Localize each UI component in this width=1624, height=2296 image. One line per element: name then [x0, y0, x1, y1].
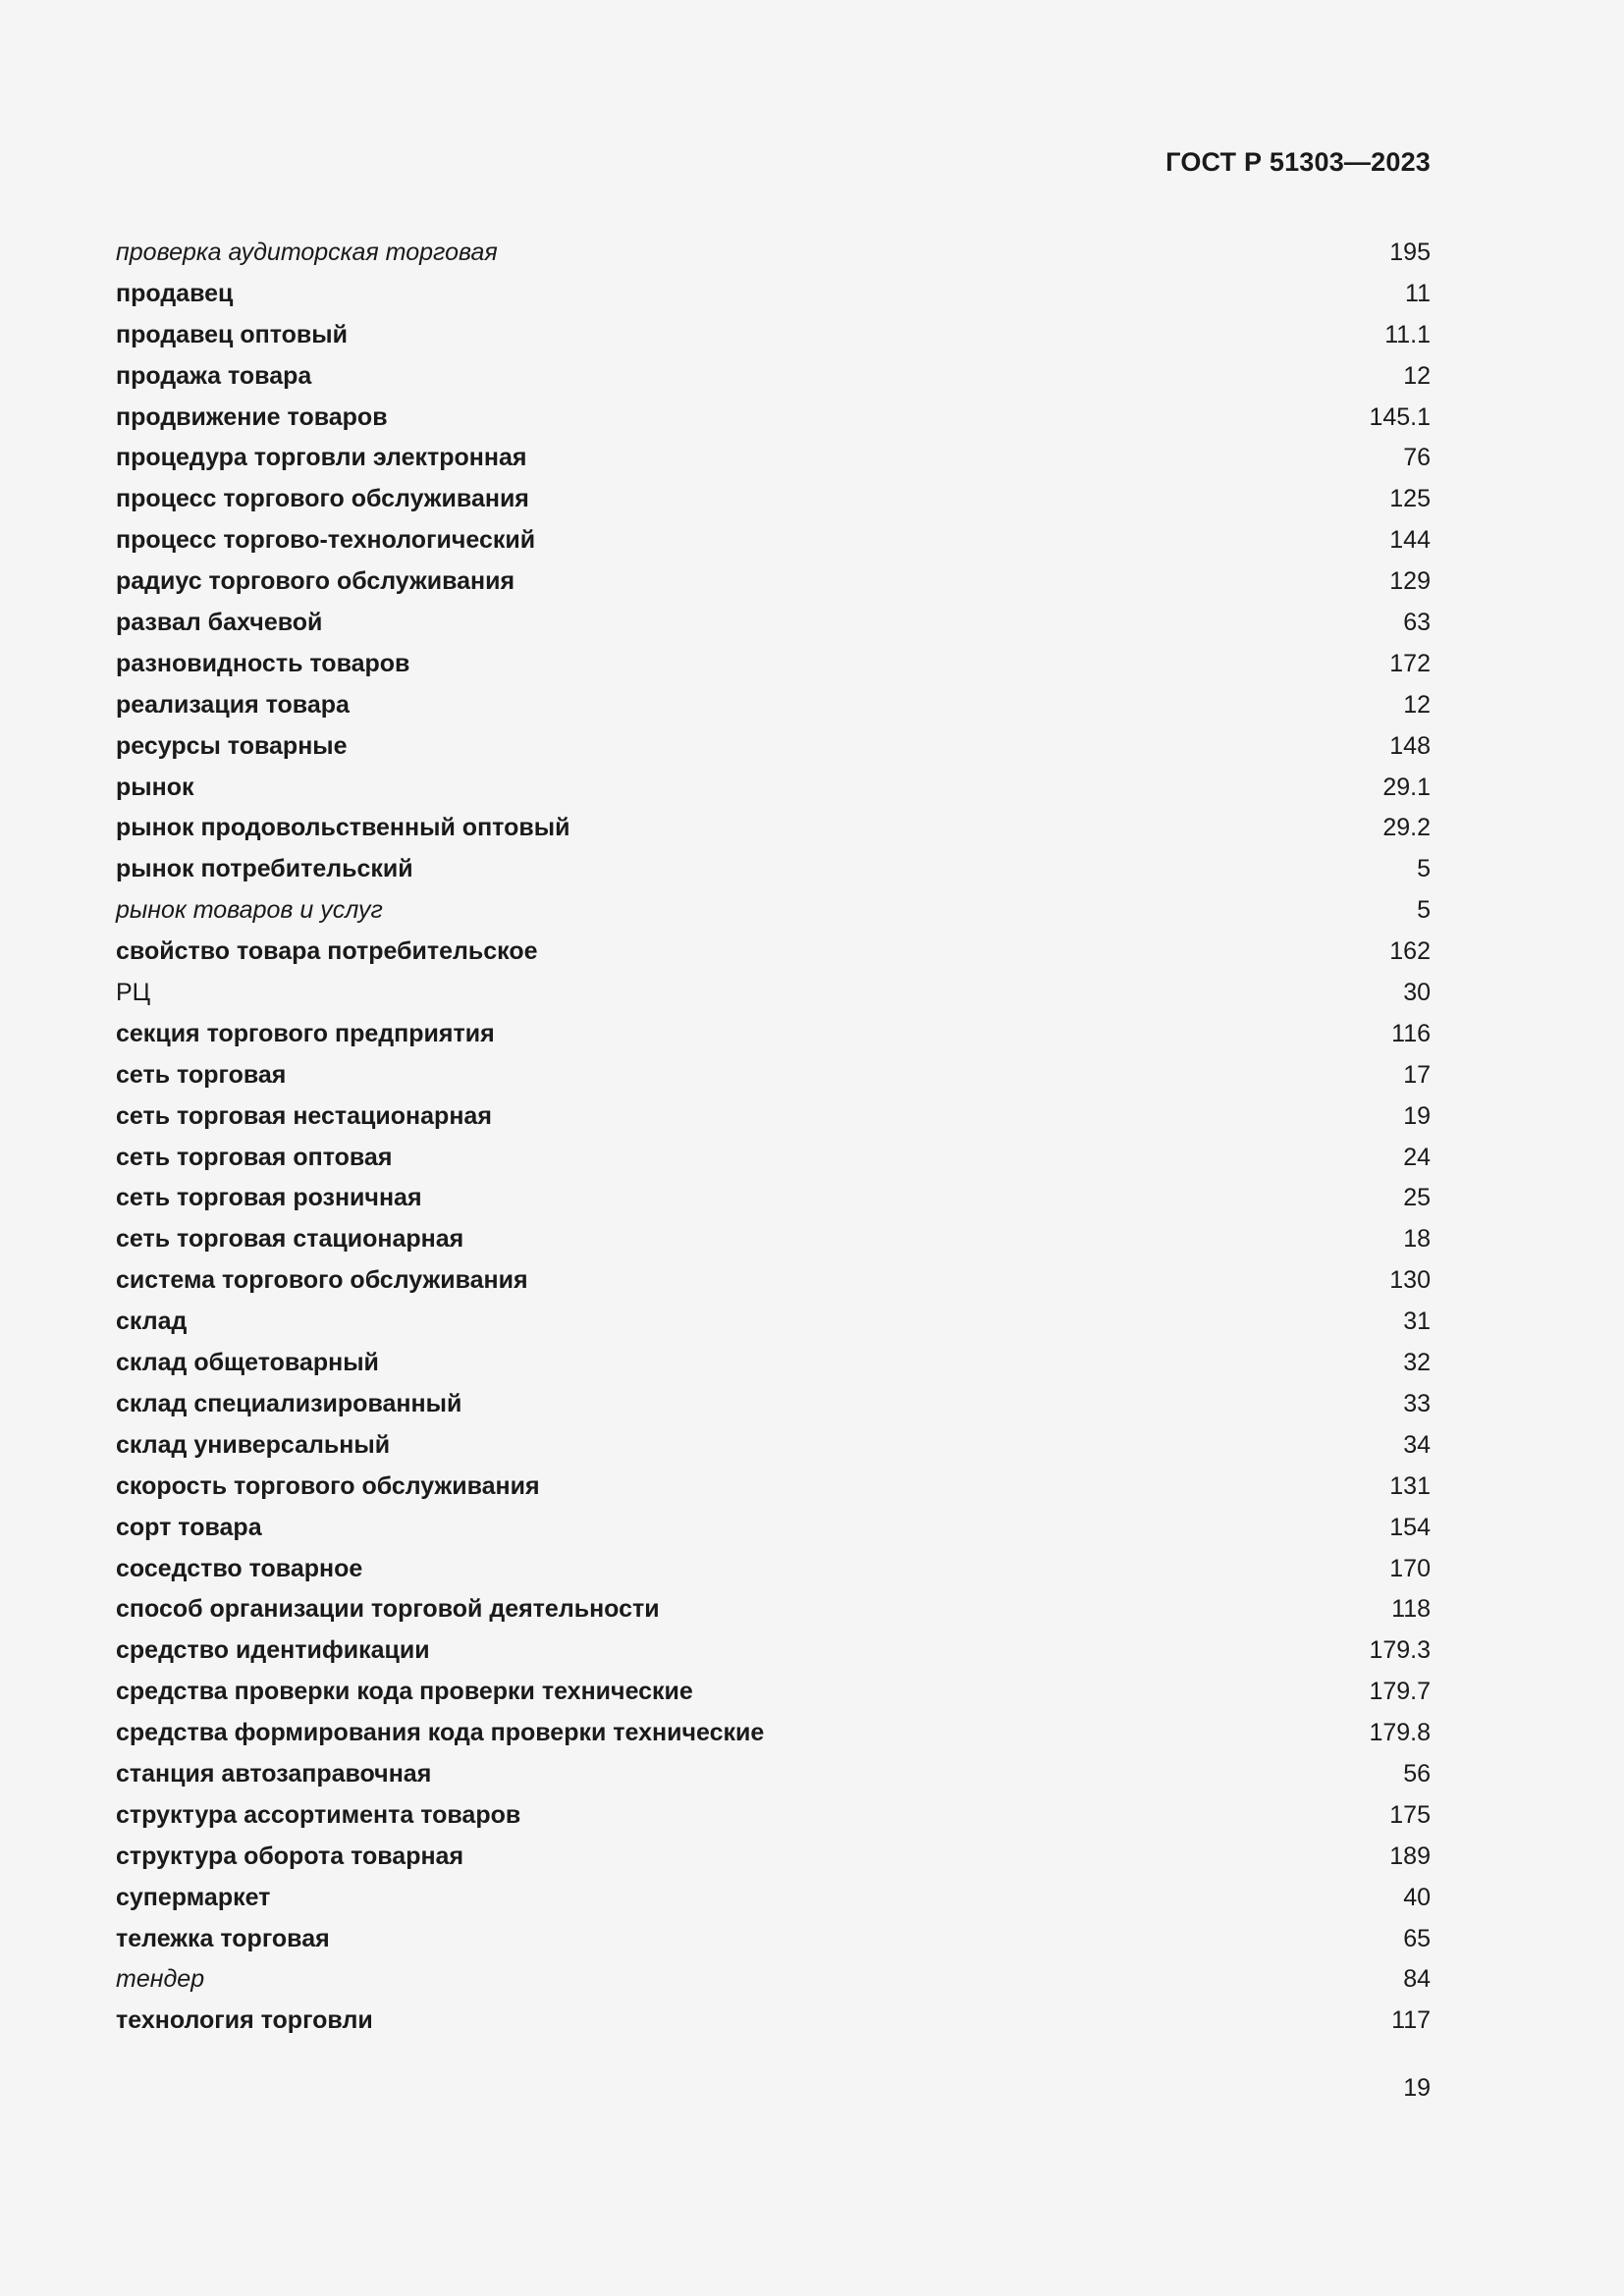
index-entry	[116, 1387, 1431, 1428]
index-entry	[116, 1222, 1431, 1263]
index-term: сеть торговая розничная	[116, 1184, 422, 1212]
index-ref: 175	[1389, 1800, 1431, 1829]
index-ref: 125	[1389, 485, 1431, 513]
index-ref: 84	[1403, 1965, 1431, 1994]
index-term: тележка торговая	[116, 1924, 330, 1952]
index-ref: 129	[1389, 567, 1431, 596]
index-entry	[116, 1881, 1431, 1922]
index-ref: 144	[1389, 526, 1431, 555]
index-term: станция автозаправочная	[116, 1759, 432, 1788]
index-term: сеть торговая	[116, 1060, 287, 1089]
index-ref: 195	[1389, 239, 1431, 266]
index-entry	[116, 647, 1431, 688]
index-ref: 56	[1403, 1759, 1431, 1788]
index-term: склад специализированный	[116, 1389, 462, 1417]
index-entry	[116, 1428, 1431, 1469]
index-ref: 5	[1417, 896, 1431, 925]
index-term: сеть торговая оптовая	[116, 1143, 393, 1171]
index-term: развал бахчевой	[116, 609, 323, 637]
index-ref: 131	[1389, 1471, 1431, 1500]
index-entry	[116, 359, 1431, 400]
page-number: 19	[1403, 2074, 1431, 2102]
index-term: продвижение товаров	[116, 402, 388, 431]
index-ref: 172	[1389, 649, 1431, 677]
index-ref: 12	[1403, 361, 1431, 390]
index-term: склад универсальный	[116, 1430, 391, 1459]
index-entry	[116, 277, 1431, 318]
index-term: технология торговли	[116, 2006, 373, 2035]
index-ref: 179.7	[1369, 1678, 1431, 1706]
index-entry	[116, 564, 1431, 606]
index-ref: 117	[1391, 2006, 1431, 2035]
index-entry	[116, 1962, 1431, 2003]
index-term: структура ассортимента товаров	[116, 1800, 521, 1829]
index-entry	[116, 523, 1431, 564]
index-term: процесс торгово-технологический	[116, 526, 536, 555]
index-ref: 33	[1403, 1389, 1431, 1417]
index-ref: 34	[1403, 1430, 1431, 1459]
index-ref: 179.8	[1369, 1719, 1431, 1747]
index-term: способ организации торговой деятельности	[116, 1595, 660, 1624]
index-entry	[116, 1840, 1431, 1881]
index-term: сеть торговая нестационарная	[116, 1101, 492, 1130]
index-entry	[116, 1058, 1431, 1099]
index-entry	[116, 236, 1431, 277]
index-ref: 30	[1403, 979, 1431, 1007]
index-term: рынок	[116, 773, 194, 801]
index-term: реализация товара	[116, 690, 350, 719]
index-term: средства проверки кода проверки технические	[116, 1678, 693, 1706]
index-term: рынок товаров и услуг	[116, 896, 383, 925]
index-entry	[116, 1469, 1431, 1511]
index-term: секция торгового предприятия	[116, 1019, 495, 1047]
index-ref: 162	[1389, 937, 1431, 966]
index-entry	[116, 934, 1431, 976]
index-term: склад общетоварный	[116, 1349, 379, 1377]
index-ref: 5	[1417, 855, 1431, 883]
index-term: склад	[116, 1308, 188, 1336]
index-entry	[116, 729, 1431, 771]
index-term: структура оборота товарная	[116, 1842, 464, 1870]
index-ref: 18	[1403, 1225, 1431, 1254]
index-term: рынок продовольственный оптовый	[116, 814, 570, 842]
index-entry	[116, 1181, 1431, 1222]
index-term: система торгового обслуживания	[116, 1266, 528, 1295]
index-term: процесс торгового обслуживания	[116, 485, 529, 513]
index-term: проверка аудиторская торговая	[116, 239, 498, 266]
index-ref: 29.2	[1382, 814, 1431, 842]
index-term: средства формирования кода проверки технические	[116, 1719, 765, 1747]
index-entry	[116, 1633, 1431, 1675]
index-ref: 154	[1389, 1513, 1431, 1541]
index-term: соседство товарное	[116, 1554, 363, 1582]
index-ref: 25	[1403, 1184, 1431, 1212]
index-entry	[116, 1346, 1431, 1387]
index-entry	[116, 1141, 1431, 1182]
index-ref: 19	[1403, 1101, 1431, 1130]
index-entry	[116, 1798, 1431, 1840]
index-entry	[116, 1099, 1431, 1141]
index-ref: 63	[1403, 609, 1431, 637]
index-term: процедура торговли электронная	[116, 444, 527, 472]
index-term: РЦ	[116, 979, 151, 1007]
index-term: разновидность товаров	[116, 649, 410, 677]
index-term: радиус торгового обслуживания	[116, 567, 515, 596]
index-entry	[116, 2003, 1431, 2045]
index-entry	[116, 1592, 1431, 1633]
index-ref: 118	[1391, 1595, 1431, 1624]
index-ref: 32	[1403, 1349, 1431, 1377]
index-term: средство идентификации	[116, 1636, 430, 1665]
index-ref: 12	[1403, 690, 1431, 719]
index-entry	[116, 1716, 1431, 1757]
index-entry	[116, 893, 1431, 934]
index-ref: 76	[1403, 444, 1431, 472]
index-ref: 29.1	[1382, 773, 1431, 801]
index-term: сеть торговая стационарная	[116, 1225, 464, 1254]
index-entry	[116, 688, 1431, 729]
index-term: ресурсы товарные	[116, 731, 348, 760]
index-term: сорт товара	[116, 1513, 262, 1541]
index-ref: 11.1	[1384, 320, 1431, 348]
index-entry	[116, 318, 1431, 359]
index-ref: 40	[1403, 1883, 1431, 1911]
index-entry	[116, 852, 1431, 893]
index-entry	[116, 606, 1431, 647]
index-ref: 17	[1403, 1060, 1431, 1089]
index-entry	[116, 1511, 1431, 1552]
index-entry	[116, 1263, 1431, 1305]
index-term: тендер	[116, 1965, 205, 1994]
index-term: рынок потребительский	[116, 855, 413, 883]
index-ref: 179.3	[1369, 1636, 1431, 1665]
index-term: продавец оптовый	[116, 320, 348, 348]
index-entry	[116, 976, 1431, 1017]
index-term: супермаркет	[116, 1883, 271, 1911]
index-ref: 170	[1389, 1554, 1431, 1582]
index-ref: 116	[1391, 1019, 1431, 1047]
index-entry	[116, 1552, 1431, 1593]
document-header: ГОСТ Р 51303—2023	[1165, 147, 1431, 177]
index-entry	[116, 771, 1431, 812]
index-ref: 65	[1403, 1924, 1431, 1952]
index-entry	[116, 1017, 1431, 1058]
index-ref: 130	[1389, 1266, 1431, 1295]
index-entry	[116, 482, 1431, 523]
index-term: продавец	[116, 279, 234, 307]
index-ref: 24	[1403, 1143, 1431, 1171]
index-entry	[116, 1757, 1431, 1798]
index-ref: 189	[1389, 1842, 1431, 1870]
index-entry	[116, 400, 1431, 442]
index-term: скорость торгового обслуживания	[116, 1471, 540, 1500]
index-entry	[116, 1305, 1431, 1346]
index-term: продажа товара	[116, 361, 312, 390]
index-term: свойство товара потребительское	[116, 937, 538, 966]
index-ref: 11	[1405, 279, 1431, 307]
index-entry	[116, 441, 1431, 482]
index-ref: 145.1	[1369, 402, 1431, 431]
index-entry	[116, 811, 1431, 852]
index-ref: 148	[1389, 731, 1431, 760]
index-entry	[116, 1675, 1431, 1716]
index-ref: 31	[1403, 1308, 1431, 1336]
index-entry	[116, 1922, 1431, 1963]
term-index-list	[116, 236, 1431, 2045]
